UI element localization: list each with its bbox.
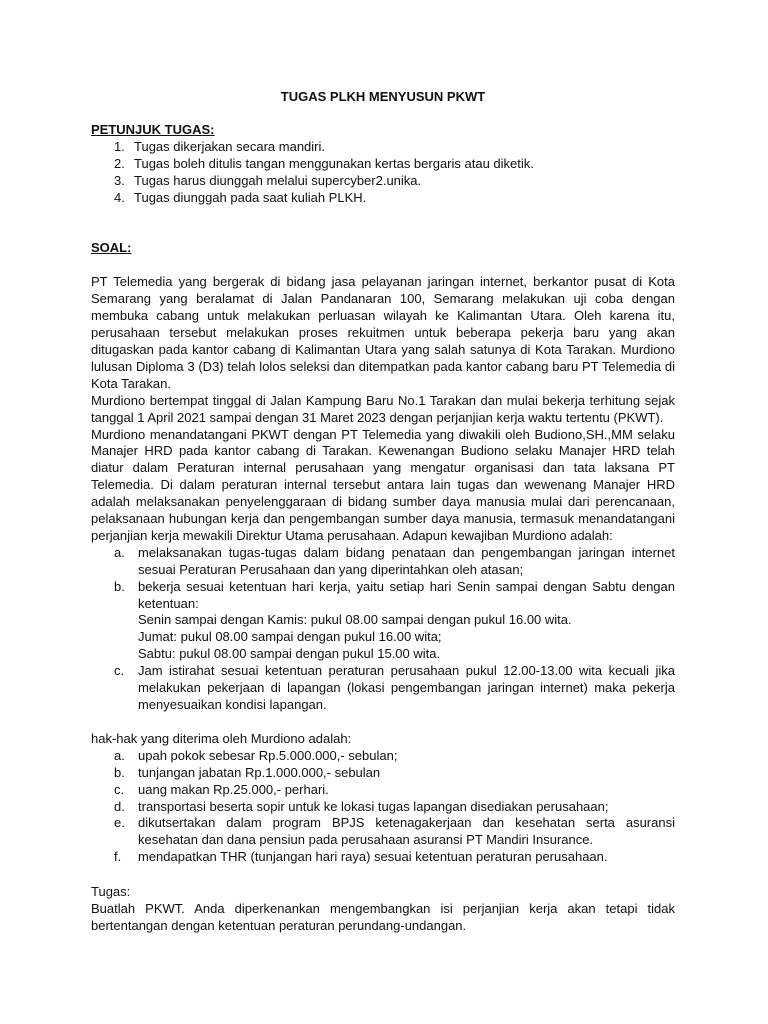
tugas-label: Tugas:: [91, 884, 131, 900]
paragraph-company: PT Telemedia yang bergerak di bidang jasa pelayanan jaringan internet, berkantor pusat di Kota Semarang yang beralamat di Jalan Pandanaran 100, Semarang melakukan uji coba dengan membuka cabang untuk melakukan perluasan wilayah ke Kalimantan Utara. Oleh karena itu, perusahaan tersebut melakukan proses rekuitmen untuk beberapa pekerja baru yang akan ditugaskan pada kantor cabang di Kalimantan Utara yang salah satunya di Kota Tarakan. Murdiono lulusan Diploma 3 (D3) telah lolos seleksi dan ditempatkan pada kantor cabang baru PT Telemedia di Kota Tarakan.: [91, 274, 675, 391]
list-item: a. upah pokok sebesar Rp.5.000.000,- sebulan;: [114, 747, 398, 763]
list-item: 1. Tugas dikerjakan secara mandiri.: [114, 138, 325, 154]
jadwal-line: Senin sampai dengan Kamis: pukul 08.00 sampai dengan pukul 16.00 wita.: [138, 612, 572, 628]
list-item: 4. Tugas diunggah pada saat kuliah PLKH.: [114, 189, 367, 205]
soal-heading: SOAL:: [91, 240, 132, 256]
paragraph-residence: Murdiono bertempat tinggal di Jalan Kampung Baru No.1 Tarakan dan mulai bekerja terhitung sejak tanggal 1 April 2021 sampai dengan 31 Maret 2023 dengan perjanjian kerja waktu tertentu (PKWT).: [91, 392, 675, 425]
petunjuk-list: [91, 139, 675, 207]
list-item: b. bekerja sesuai ketentuan hari kerja, yaitu setiap hari Senin sampai dengan Sabtu dengan ketentuan: Senin sampai dengan Kamis: pukul 08.00 sampai dengan pukul 16.00 wita. Jumat: pukul 08.00 sampai dengan pukul 16.00 wita; Sabtu: pukul 08.00 sampai dengan pukul 15.00 wita.: [114, 578, 675, 662]
paragraph-pkwt: Murdiono menandatangani PKWT dengan PT Telemedia yang diwakili oleh Budiono,SH.,MM selaku Manajer HRD pada kantor cabang di Tarakan. Kewenangan Budiono selaku Manajer HRD telah diatur dalam Peraturan internal perusahaan yang mengatur organisasi dan tata laksana PT Telemedia. Di dalam peraturan internal tersebut antara lain tugas dan wewenang Manajer HRD adalah melaksanakan penyelenggaraan di bidang sumber daya manusia mulai dari perencanaan, pelaksanaan hubungan kerja dan pengembangan sumber daya manusia, termasuk menandatangani perjanjian kerja mewakili Direktur Utama perusahaan. Adapun kewajiban Murdiono adalah:: [91, 426, 675, 543]
hak-intro: hak-hak yang diterima oleh Murdiono adalah:: [91, 730, 352, 746]
document-content: [91, 89, 675, 935]
jadwal-line: Jumat: pukul 08.00 sampai dengan pukul 16.00 wita;: [138, 629, 442, 645]
kewajiban-list: [91, 545, 675, 714]
list-item: d. transportasi beserta sopir untuk ke lokasi tugas lapangan disediakan perusahaan;: [114, 798, 609, 814]
list-item: a. melaksanakan tugas-tugas dalam bidang penataan dan pengembangan jaringan internet sesuai Peraturan Perusahaan dan yang diperintahkan oleh atasan;: [114, 544, 675, 577]
document-title: TUGAS PLKH MENYUSUN PKWT: [280, 89, 486, 104]
list-item: 3. Tugas harus diunggah melalui supercyber2.unika.: [114, 172, 422, 188]
list-item: f. mendapatkan THR (tunjangan hari raya) sesuai ketentuan peraturan perusahaan.: [114, 849, 608, 865]
list-item: b. tunjangan jabatan Rp.1.000.000,- sebulan: [114, 764, 381, 780]
list-item: e. dikutsertakan dalam program BPJS ketenagakerjaan dan kesehatan serta asuransi kesehatan dan dana pensiun pada perusahaan asuransi PT Mandiri Insurance.: [114, 815, 675, 848]
list-item: 2. Tugas boleh ditulis tangan menggunakan kertas bergaris atau diketik.: [114, 155, 534, 171]
list-item: c. Jam istirahat sesuai ketentuan peraturan perusahaan pukul 12.00-13.00 wita kecuali jika melakukan pekerjaan di lapangan (lokasi pengembangan jaringan internet) maka pekerja menyesuaikan kondisi lapangan.: [114, 663, 675, 712]
petunjuk-heading: PETUNJUK TUGAS:: [91, 121, 215, 137]
jadwal-line: Sabtu: pukul 08.00 sampai dengan pukul 15.00 wita.: [138, 646, 441, 662]
hak-list: [91, 748, 675, 866]
list-item: c. uang makan Rp.25.000,- perhari.: [114, 781, 329, 797]
tugas-text: Buatlah PKWT. Anda diperkenankan mengembangkan isi perjanjian kerja akan tetapi tidak bertentangan dengan ketentuan peraturan perundang-undangan.: [91, 901, 675, 933]
